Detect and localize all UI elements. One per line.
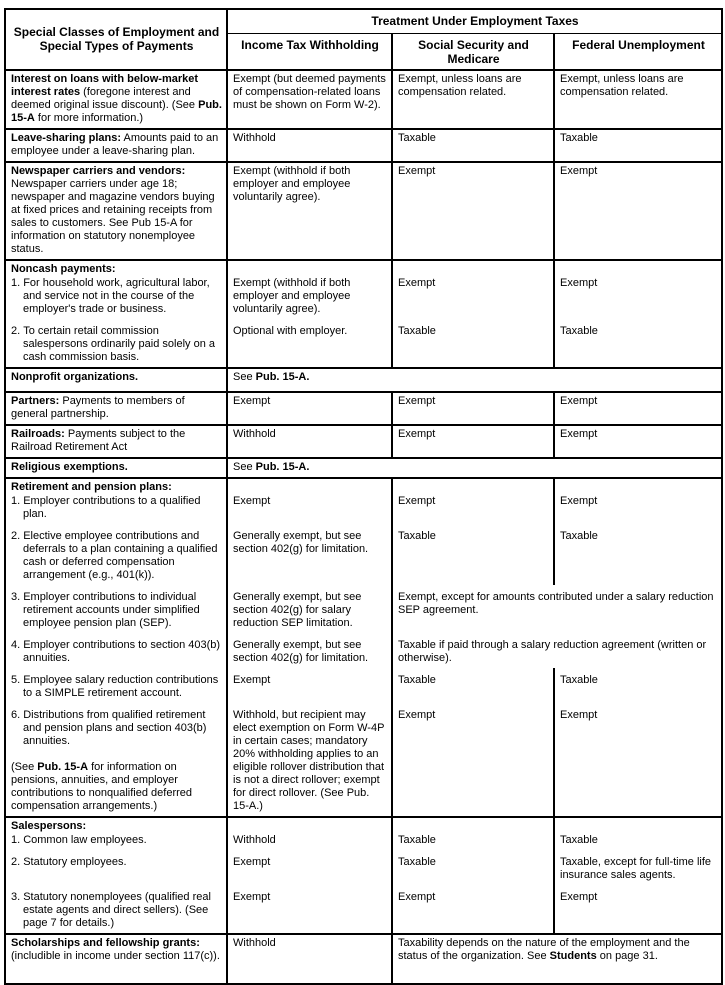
newspaper-title: Newspaper carriers and vendors:	[11, 164, 186, 177]
header-social-security-medicare: Social Security and Medicare	[392, 33, 554, 70]
retirement-item5-description	[5, 668, 227, 703]
retirement-item1-futa-cell: Exempt	[554, 494, 722, 524]
retirement-item4-merged-cell: Taxable if paid through a salary reduction agreement (written or otherwise).	[392, 633, 722, 668]
nonprofit-merged-cell: See Pub. 15-A.	[227, 368, 722, 392]
newspaper-itw-cell: Exempt (withhold if both employer and employee voluntarily agree).	[227, 162, 392, 260]
railroads-title: Railroads:	[11, 427, 65, 440]
nonprofit-description	[5, 368, 227, 392]
retirement-item2-itw-cell: Generally exempt, but see section 402(g) for limitation.	[227, 524, 392, 585]
retirement-itw-spacer	[227, 478, 392, 494]
pub-15a-ref: Pub. 15-A	[37, 760, 89, 773]
scholarships-title: Scholarships and fellowship grants:	[11, 936, 200, 949]
noncash-itw-spacer	[227, 260, 392, 276]
newspaper-futa-cell: Exempt	[554, 162, 722, 260]
row-religious-exemptions	[5, 458, 722, 478]
noncash-item1-description	[5, 276, 227, 319]
railroads-futa-cell: Exempt	[554, 425, 722, 458]
nonprofit-title: Nonprofit organizations.	[11, 370, 139, 383]
salespersons-item1-itw-cell: Withhold	[227, 833, 392, 850]
railroads-itw-cell: Withhold	[227, 425, 392, 458]
header-treatment-span: Treatment Under Employment Taxes	[227, 9, 722, 33]
noncash-ss-spacer	[392, 260, 554, 276]
row-retirement-item-2	[5, 524, 722, 585]
salespersons-item2-itw-cell: Exempt	[227, 850, 392, 885]
newspaper-ss-cell: Exempt	[392, 162, 554, 260]
noncash-item1-ss-cell: Exempt	[392, 276, 554, 319]
header-special-classes: Special Classes of Employment and Special Types of Payments	[13, 24, 220, 53]
salespersons-title-cell	[5, 817, 227, 833]
partners-futa-cell: Exempt	[554, 392, 722, 425]
row-leave-sharing-plans	[5, 129, 722, 162]
salespersons-item1-ss-cell: Taxable	[392, 833, 554, 850]
retirement-item6-futa-cell: Exempt	[554, 703, 722, 817]
scholarships-merged-cell: Taxability depends on the nature of the employment and the status of the organization. See Students on page 31.	[392, 934, 722, 984]
newspaper-description: Newspaper carriers and vendors: Newspaper carriers under age 18; newspaper and magazine vendors buying at fixed prices and retaining receipts from sales to customers. See Pub 15-A for information on statutory nonemployee status.	[5, 162, 227, 260]
interest-description: Interest on loans with below-market interest rates (foregone interest and deemed original issue discount). (See Pub. 15-A for more information.)	[5, 70, 227, 129]
list-item: 1. Common law employees.	[11, 833, 147, 846]
retirement-item6-description	[5, 703, 227, 817]
list-item: 4. Employer contributions to section 403(b) annuities.	[11, 638, 221, 664]
header-federal-unemployment: Federal Unemployment	[554, 33, 722, 70]
noncash-item1-futa-cell: Exempt	[554, 276, 722, 319]
retirement-pub-note: (See Pub. 15-A for information on pensions, annuities, and employer contributions to nonqualified deferred compensation arrangements.)	[11, 760, 193, 812]
list-item: 3. Statutory nonemployees (qualified real estate agents and direct sellers). (See page 7 for details.)	[11, 890, 211, 929]
retirement-item5-ss-cell: Taxable	[392, 668, 554, 703]
salespersons-itw-spacer	[227, 817, 392, 833]
partners-description: Partners: Payments to members of general partnership.	[5, 392, 227, 425]
leave-itw-cell: Withhold	[227, 129, 392, 162]
retirement-item5-futa-cell: Taxable	[554, 668, 722, 703]
scholarships-itw-cell: Withhold	[227, 934, 392, 984]
list-item: 2. To certain retail commission salespersons ordinarily paid solely on a cash commission basis.	[11, 324, 215, 363]
interest-itw-cell: Exempt (but deemed payments of compensation-related loans must be shown on Form W-2).	[227, 70, 392, 129]
religious-description	[5, 458, 227, 478]
row-salespersons-title	[5, 817, 722, 833]
row-retirement-item-3	[5, 585, 722, 633]
noncash-item2-description	[5, 319, 227, 368]
retirement-item1-description	[5, 494, 227, 524]
interest-title: Interest on loans with below-market interest rates	[11, 72, 199, 98]
salespersons-futa-spacer	[554, 817, 722, 833]
salespersons-title: Salespersons:	[11, 819, 87, 832]
retirement-item4-description	[5, 633, 227, 668]
row-salespersons-item-2	[5, 850, 722, 885]
retirement-item1-ss-cell: Exempt	[392, 494, 554, 524]
row-railroads	[5, 425, 722, 458]
retirement-item3-itw-cell: Generally exempt, but see section 402(g) for salary reduction SEP limitation.	[227, 585, 392, 633]
interest-futa-cell: Exempt, unless loans are compensation related.	[554, 70, 722, 129]
salespersons-item2-description	[5, 850, 227, 885]
salespersons-item3-description	[5, 885, 227, 934]
row-retirement-title	[5, 478, 722, 494]
noncash-item2-itw-cell: Optional with employer.	[227, 319, 392, 368]
religious-title: Religious exemptions.	[11, 460, 128, 473]
pub-15a-ref: Pub. 15-A.	[255, 460, 310, 473]
partners-itw-cell: Exempt	[227, 392, 392, 425]
salespersons-item1-futa-cell: Taxable	[554, 833, 722, 850]
noncash-item2-futa-cell: Taxable	[554, 319, 722, 368]
retirement-item2-ss-cell: Taxable	[392, 524, 554, 585]
row-interest-on-loans	[5, 70, 722, 129]
retirement-item6-itw-cell: Withhold, but recipient may elect exemption on Form W-4P in certain cases; mandatory 20% withholding applies to an eligible rollover distribution that is not a direct rollover; exempt for direct rollover. (See Pub. 15-A.)	[227, 703, 392, 817]
table-header-row-top	[5, 9, 722, 33]
retirement-item3-merged-cell: Exempt, except for amounts contributed under a salary reduction SEP agreement.	[392, 585, 722, 633]
header-income-tax-withholding: Income Tax Withholding	[227, 33, 392, 70]
row-scholarships	[5, 934, 722, 984]
row-nonprofit-organizations	[5, 368, 722, 392]
retirement-item2-description	[5, 524, 227, 585]
railroads-ss-cell: Exempt	[392, 425, 554, 458]
salespersons-item3-futa-cell: Exempt	[554, 885, 722, 934]
leave-futa-cell: Taxable	[554, 129, 722, 162]
noncash-title: Noncash payments:	[11, 262, 116, 275]
retirement-futa-spacer	[554, 478, 722, 494]
list-item: 3. Employer contributions to individual retirement accounts under simplified employee pension plan (SEP).	[11, 590, 200, 629]
retirement-ss-spacer	[392, 478, 554, 494]
row-noncash-item-1	[5, 276, 722, 319]
leave-description: Leave-sharing plans: Amounts paid to an employee under a leave-sharing plan.	[5, 129, 227, 162]
retirement-title: Retirement and pension plans:	[11, 480, 172, 493]
row-salespersons-item-3	[5, 885, 722, 934]
row-newspaper-carriers	[5, 162, 722, 260]
partners-ss-cell: Exempt	[392, 392, 554, 425]
leave-title: Leave-sharing plans:	[11, 131, 122, 144]
row-partners	[5, 392, 722, 425]
noncash-futa-spacer	[554, 260, 722, 276]
interest-ss-cell: Exempt, unless loans are compensation related.	[392, 70, 554, 129]
retirement-item4-itw-cell: Generally exempt, but see section 402(g) for limitation.	[227, 633, 392, 668]
retirement-item1-itw-cell: Exempt	[227, 494, 392, 524]
railroads-description: Railroads: Payments subject to the Railroad Retirement Act	[5, 425, 227, 458]
pub-15a-ref: Pub. 15-A.	[255, 370, 310, 383]
row-retirement-item-1	[5, 494, 722, 524]
row-salespersons-item-1	[5, 833, 722, 850]
list-item: 5. Employee salary reduction contributions to a SIMPLE retirement account.	[11, 673, 219, 699]
list-item: 6. Distributions from qualified retirement and pension plans and section 403(b) annuities.	[11, 708, 207, 747]
leave-ss-cell: Taxable	[392, 129, 554, 162]
list-item: 1. Employer contributions to a qualified plan.	[11, 494, 201, 520]
partners-title: Partners:	[11, 394, 60, 407]
row-noncash-payments-title	[5, 260, 722, 276]
retirement-title-cell	[5, 478, 227, 494]
retirement-item6-ss-cell: Exempt	[392, 703, 554, 817]
salespersons-item3-itw-cell: Exempt	[227, 885, 392, 934]
salespersons-item2-ss-cell: Taxable	[392, 850, 554, 885]
salespersons-ss-spacer	[392, 817, 554, 833]
employment-tax-treatment-table	[4, 8, 723, 985]
salespersons-item2-futa-cell: Taxable, except for full-time life insurance sales agents.	[554, 850, 722, 885]
retirement-item2-futa-cell: Taxable	[554, 524, 722, 585]
list-item: 2. Statutory employees.	[11, 855, 127, 868]
retirement-item3-description	[5, 585, 227, 633]
salespersons-item1-description	[5, 833, 227, 850]
row-retirement-item-6	[5, 703, 722, 817]
noncash-item2-ss-cell: Taxable	[392, 319, 554, 368]
noncash-item1-itw-cell: Exempt (withhold if both employer and employee voluntarily agree).	[227, 276, 392, 319]
scholarships-description: Scholarships and fellowship grants: (includible in income under section 117(c)).	[5, 934, 227, 984]
pub-15a-ref: Pub. 15-A	[11, 98, 222, 124]
retirement-item5-itw-cell: Exempt	[227, 668, 392, 703]
row-retirement-item-5	[5, 668, 722, 703]
salespersons-item3-ss-cell: Exempt	[392, 885, 554, 934]
religious-merged-cell: See Pub. 15-A.	[227, 458, 722, 478]
students-ref: Students	[549, 949, 597, 962]
row-noncash-item-2	[5, 319, 722, 368]
noncash-title-cell	[5, 260, 227, 276]
row-retirement-item-4	[5, 633, 722, 668]
list-item: 2. Elective employee contributions and deferrals to a plan containing a qualified cash or deferred compensation arrangement (e.g., 401(k)).	[11, 529, 218, 581]
list-item: 1. For household work, agricultural labor, and service not in the course of the employer's trade or business.	[11, 276, 210, 315]
